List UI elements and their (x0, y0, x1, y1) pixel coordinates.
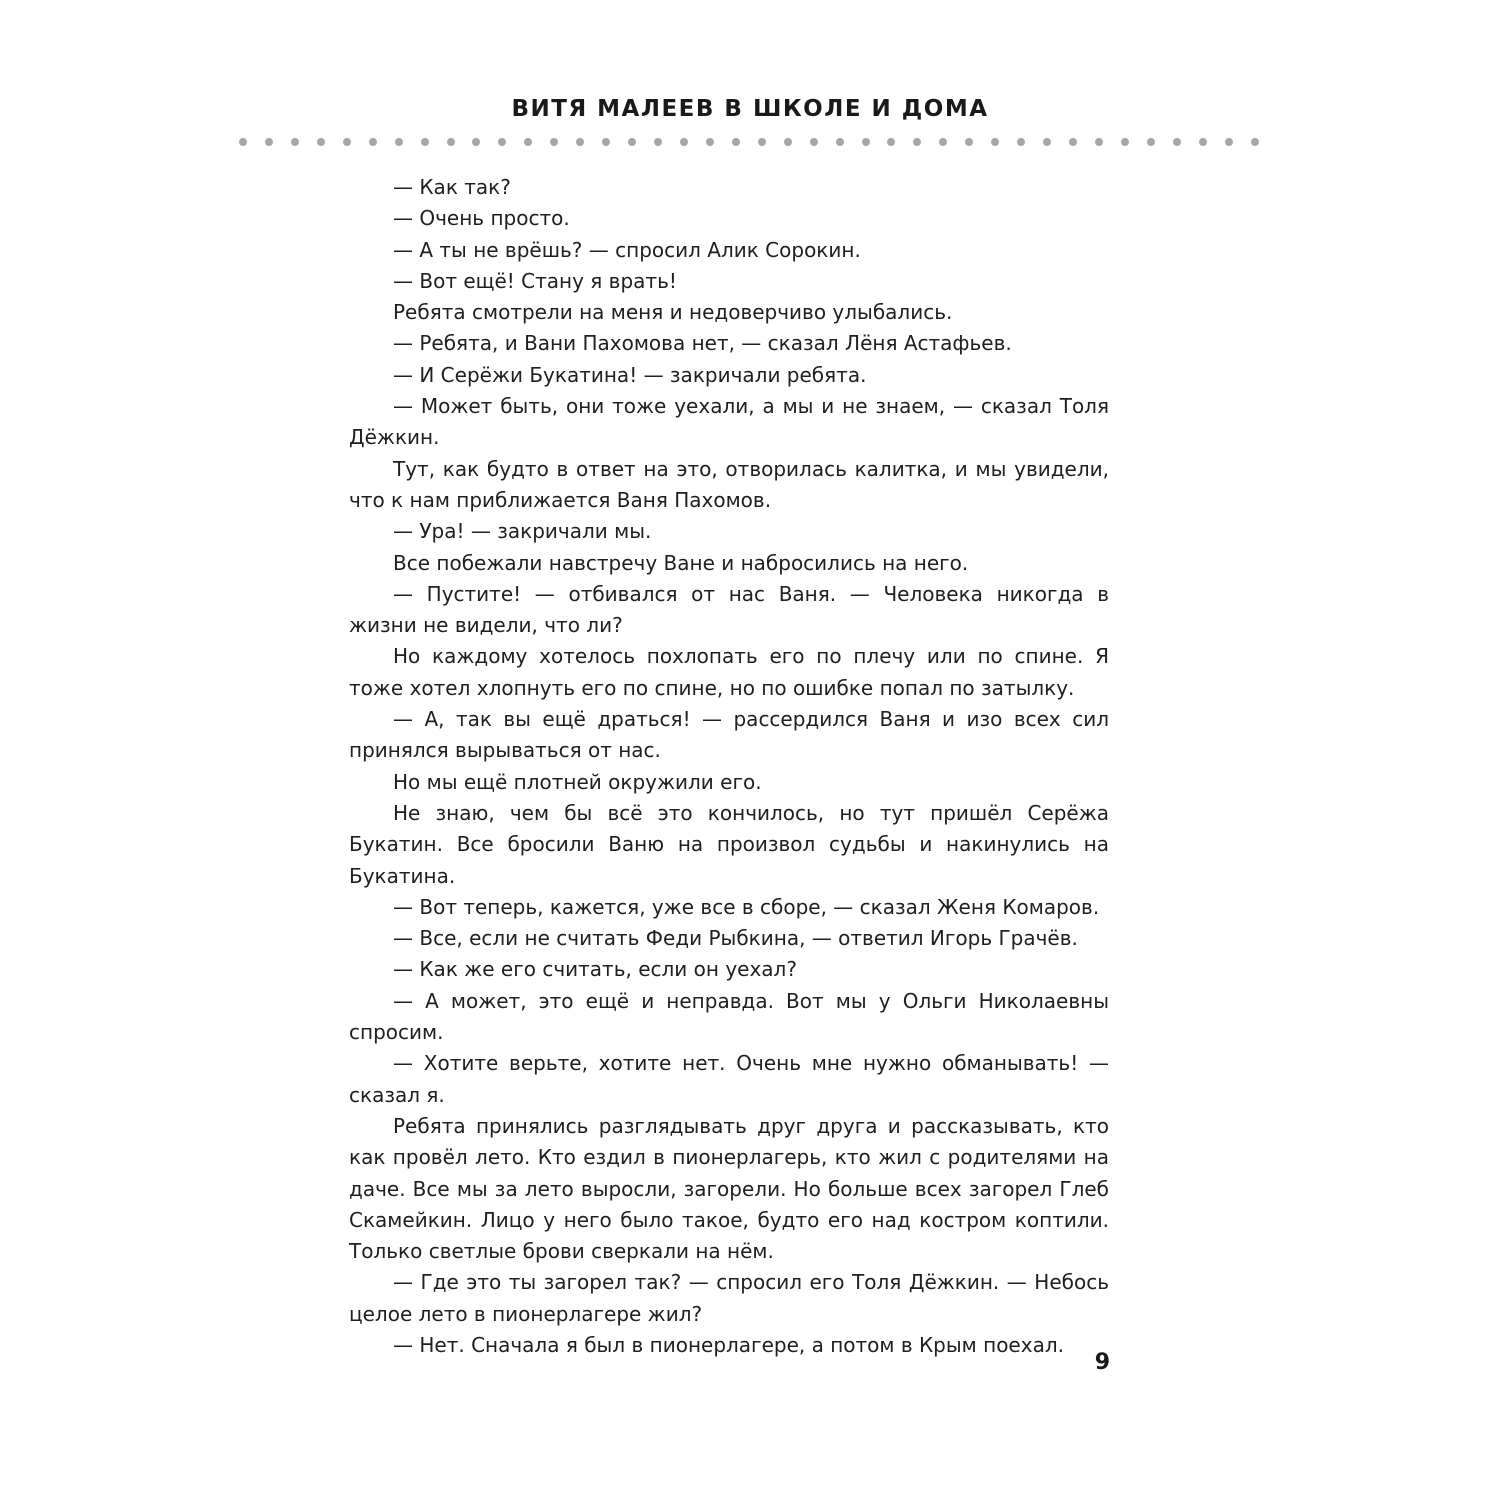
page-header (0, 96, 1500, 122)
paragraph: Но мы ещё плотней окружили его. (393, 769, 762, 794)
divider-dot (939, 138, 947, 146)
divider-dot (343, 138, 351, 146)
divider-dot (991, 138, 999, 146)
divider-dot (628, 138, 636, 146)
divider-dot (576, 138, 584, 146)
divider-dot (498, 138, 506, 146)
divider-dot (602, 138, 610, 146)
page-number: 9 (1094, 1350, 1110, 1375)
divider-dot (524, 138, 532, 146)
divider-dot (913, 138, 921, 146)
divider-dot (369, 138, 377, 146)
paragraph: — Где это ты загорел так? — спросил его Толя Дёжкин. — Небось целое лето в пионерлагере жил? (349, 1270, 1109, 1326)
divider-dot (887, 138, 895, 146)
divider-dot (1017, 138, 1025, 146)
paragraph: — А ты не врёшь? — спросил Алик Сорокин. (393, 237, 861, 262)
divider-dot (1199, 138, 1207, 146)
divider-dot (291, 138, 299, 146)
paragraph: Но каждому хотелось похлопать его по плечу или по спине. Я тоже хотел хлопнуть его по спине, но по ошибке попал по затылку. (349, 644, 1109, 700)
paragraph: — Нет. Сначала я был в пионерлагере, а потом в Крым поехал. (393, 1332, 1064, 1357)
paragraph: — Вот ещё! Стану я врать! (393, 268, 677, 293)
divider-dot (965, 138, 973, 146)
divider-dot (1147, 138, 1155, 146)
paragraph: — Очень просто. (393, 206, 570, 231)
divider-dot (1095, 138, 1103, 146)
paragraph: Ребята принялись разглядывать друг друга и рассказывать, кто как провёл лето. Кто ездил в пионерлагерь, кто жил с родителями на даче. Все мы за лето выросли, загорели. Но больше всех загорел Глеб Скамейкин. Лицо у него было такое, будто его над костром коптили. Только светлые брови сверкали на нём. (349, 1113, 1109, 1264)
divider-dot (472, 138, 480, 146)
divider-dot (862, 138, 870, 146)
paragraph: — Хотите верьте, хотите нет. Очень мне нужно обманывать! — сказал я. (349, 1051, 1109, 1107)
paragraph: Ребята смотрели на меня и недоверчиво улыбались. (393, 300, 953, 325)
paragraph: Не знаю, чем бы всё это кончилось, но тут пришёл Серёжа Букатин. Все бросили Ваню на произвол судьбы и накинулись на Букатина. (349, 800, 1109, 888)
paragraph: — Ребята, и Вани Пахомова нет, — сказал Лёня Астафьев. (393, 331, 1012, 356)
paragraph: Тут, как будто в ответ на это, отворилась калитка, и мы увидели, что к нам приближается Ваня Пахомов. (349, 456, 1109, 512)
paragraph: — Как так? (393, 175, 511, 199)
divider-dot (758, 138, 766, 146)
paragraph: — А может, это ещё и неправда. Вот мы у Ольги Николаевны спросим. (349, 988, 1109, 1045)
divider-dot (395, 138, 403, 146)
divider-dot (836, 138, 844, 146)
divider-dot (1043, 138, 1051, 146)
divider-dot (1069, 138, 1077, 146)
paragraph: — Ура! — закричали мы. (393, 519, 652, 544)
paragraph: — Все, если не считать Феди Рыбкина, — ответил Игорь Грачёв. (393, 926, 1078, 951)
divider-dot (706, 138, 714, 146)
paragraph: — Пустите! — отбивался от нас Ваня. — Человека никогда в жизни не видели, что ли? (349, 581, 1109, 638)
paragraph: — Как же его считать, если он уехал? (393, 957, 797, 982)
divider-dot (1173, 138, 1181, 146)
dotted-divider (239, 136, 1259, 148)
divider-dot (550, 138, 558, 146)
divider-dot (1225, 138, 1233, 146)
divider-dot (654, 138, 662, 146)
text-body (349, 172, 1109, 1361)
divider-dot (680, 138, 688, 146)
divider-dot (810, 138, 818, 146)
divider-dot (732, 138, 740, 146)
divider-dot (784, 138, 792, 146)
paragraph: — Может быть, они тоже уехали, а мы и не знаем, — сказал Толя Дёжкин. (349, 394, 1109, 450)
divider-dot (239, 138, 247, 146)
paragraph: — Вот теперь, кажется, уже все в сборе, — сказал Женя Комаров. (393, 894, 1100, 919)
divider-dot (265, 138, 273, 146)
divider-dot (1121, 138, 1129, 146)
divider-dot (447, 138, 455, 146)
paragraph: — А, так вы ещё драться! — рассердился Ваня и изо всех сил принялся вырываться от нас. (349, 707, 1109, 763)
paragraph: Все побежали навстречу Ване и набросились на него. (393, 550, 969, 575)
paragraph: — И Серёжи Букатина! — закричали ребята. (393, 362, 867, 387)
divider-dot (421, 138, 429, 146)
divider-dot (317, 138, 325, 146)
running-title: ВИТЯ МАЛЕЕВ В ШКОЛЕ И ДОМА (511, 96, 989, 122)
divider-dot (1251, 138, 1259, 146)
